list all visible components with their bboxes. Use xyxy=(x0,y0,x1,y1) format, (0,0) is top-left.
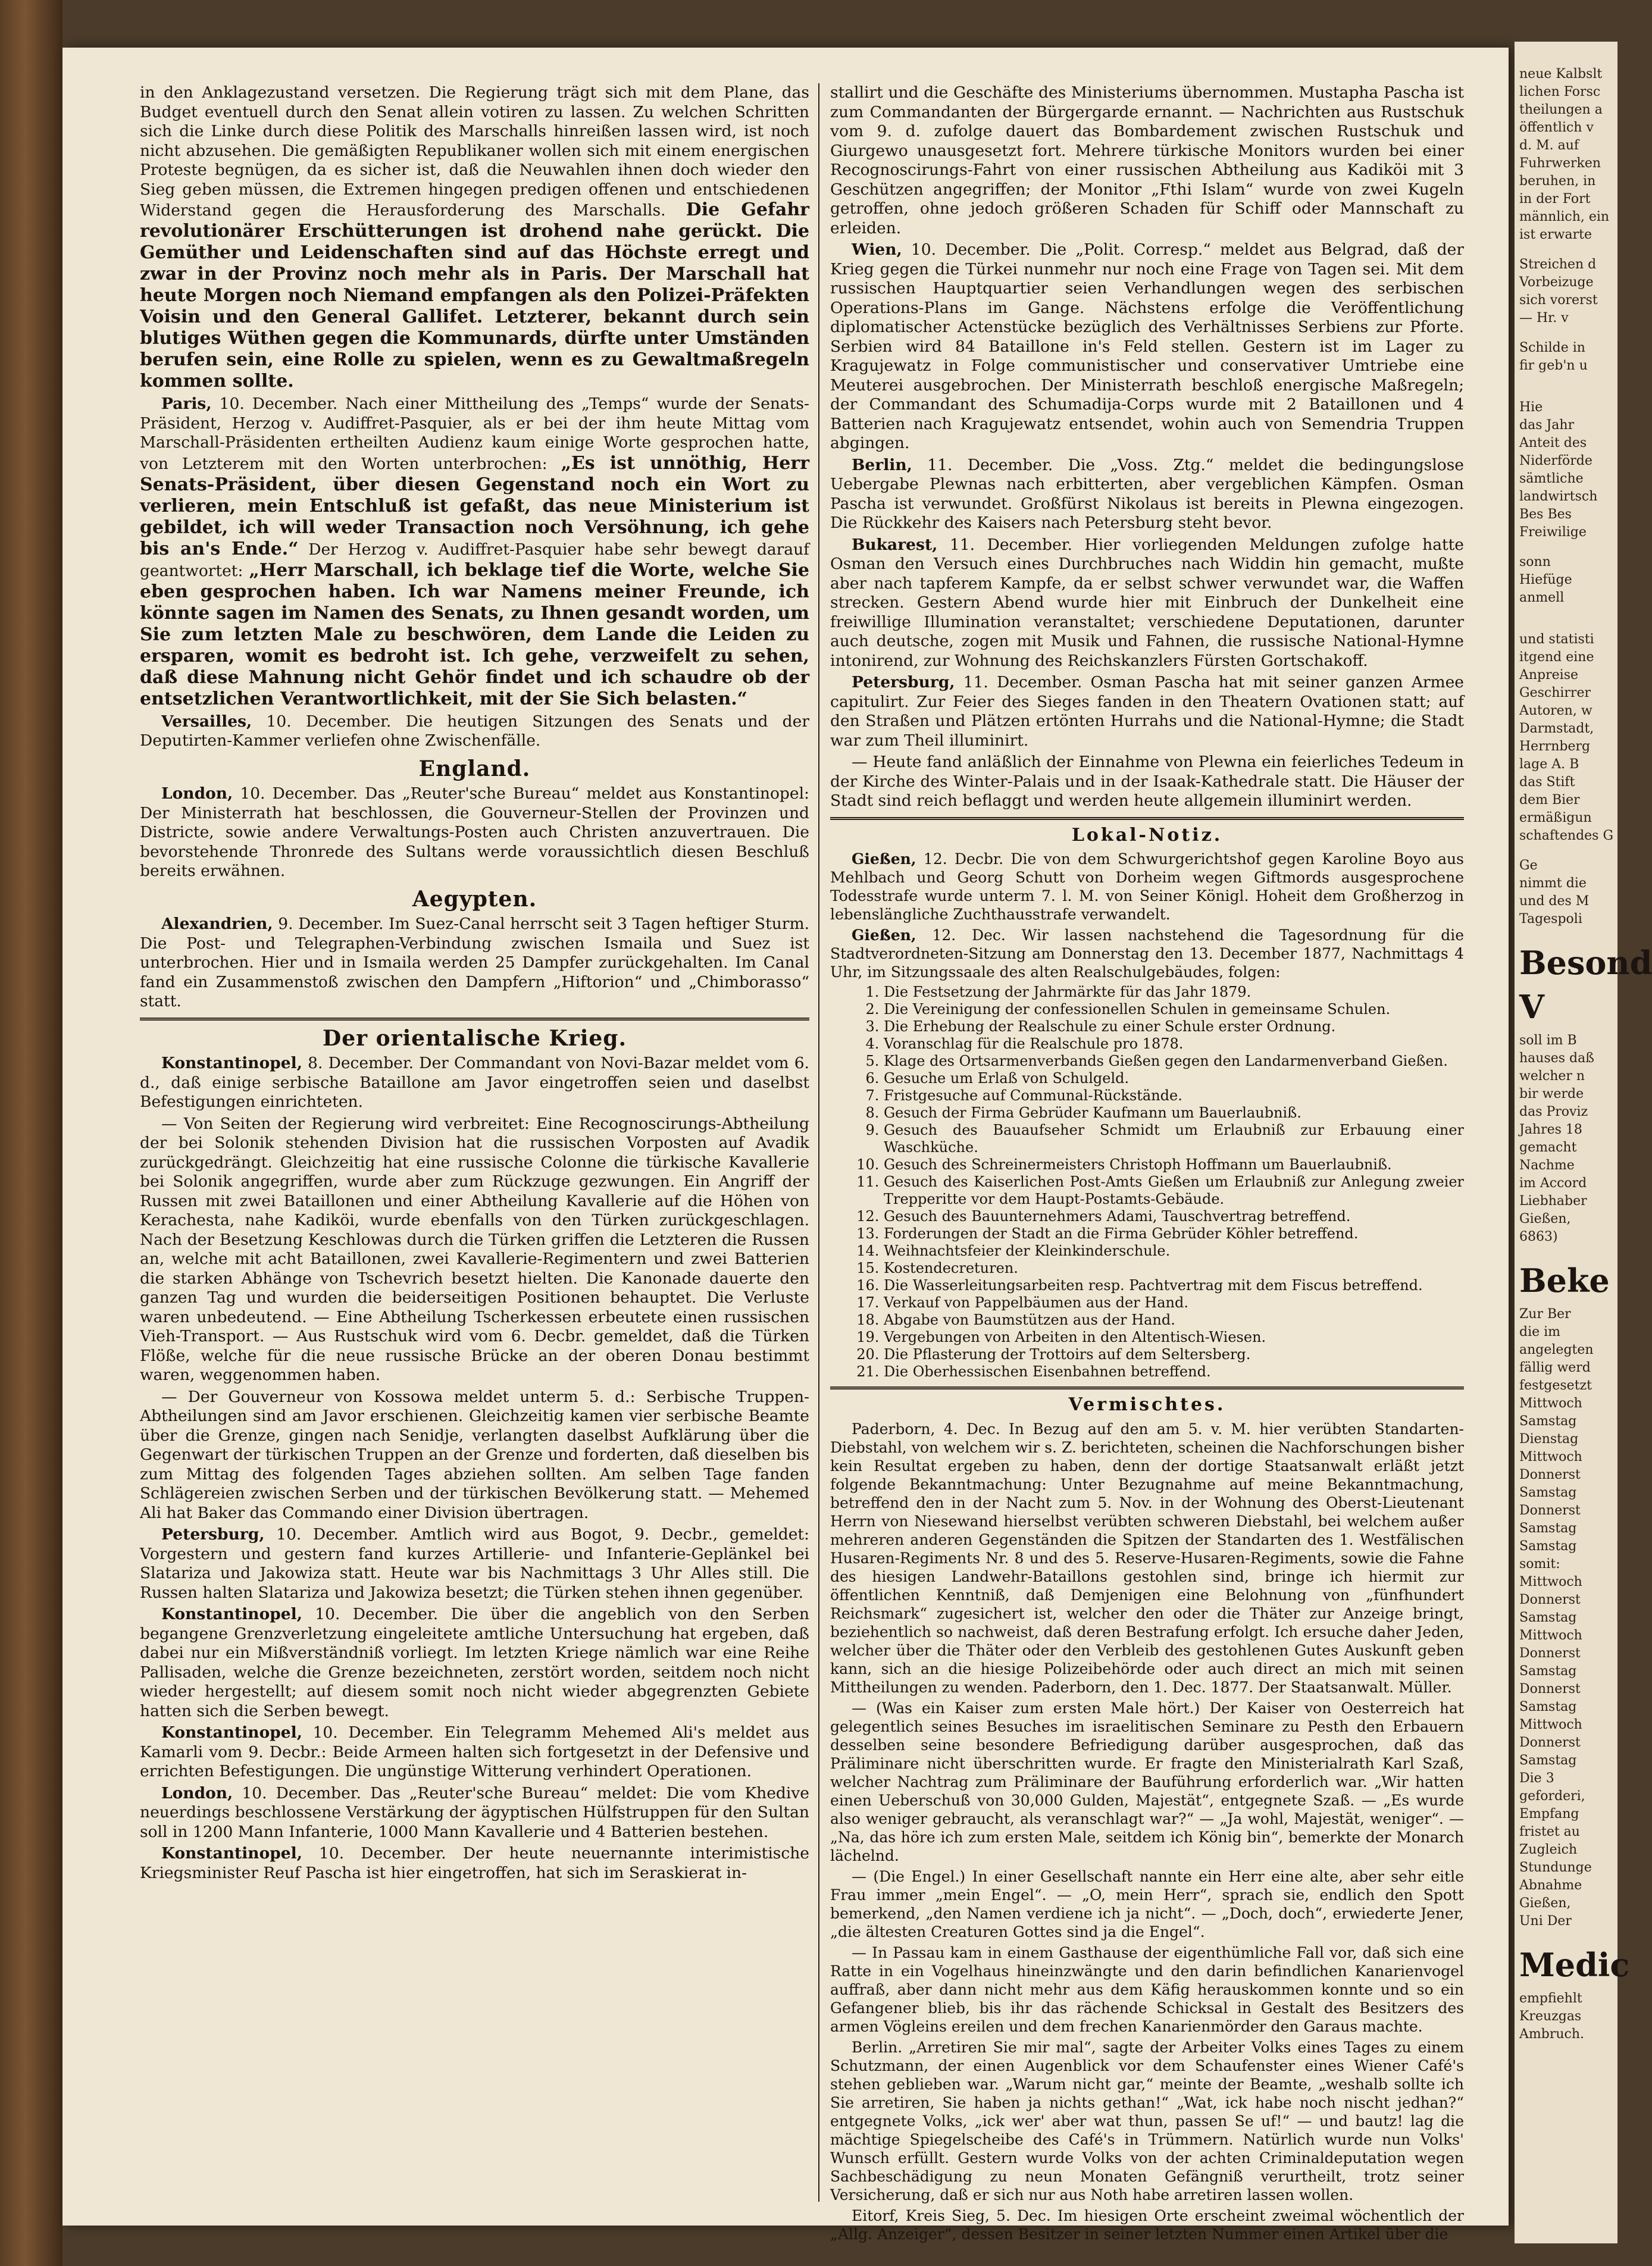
adjacent-text-line: Ambruch. xyxy=(1519,2027,1585,2042)
giessen-article: Gießen, 12. Dec. Wir lassen nachstehend die Tagesordnung für die Stadtverordneten-Sitzung am Donnerstag den 13. December 1877, Nachmittags 4 Uhr, im Sitzungssaale des alten Realschulgebäudes, folgen: xyxy=(830,927,1464,981)
article-paragraph: — Der Gouverneur von Kossowa meldet unterm 5. d.: Serbische Truppen-Abtheilungen sind am Javor erschienen. Gleichzeitig kamen vier serbische Beamte über die Grenze, gingen nach Senidje, verlangten daselbst Aufklärung über die Gegenwart der türkischen Truppen an der Grenze und forderten, daß dieselben bis zum Mittag des folgenden Tages abziehen sollten. Am selben Tage fanden Schlägereien zwischen Serben und der türkischen Bevölkerung statt. — Mehemed Ali hat Baker das Commando einer Division übertragen. xyxy=(140,1387,809,1522)
agenda-item: 10. Gesuch des Schreinermeisters Christoph Hoffmann um Bauerlaubniß. xyxy=(884,1156,1464,1173)
adjacent-text-line: Hiefüge xyxy=(1519,572,1572,587)
adjacent-text-line: fällig werd xyxy=(1519,1360,1591,1375)
agenda-item: 4. Voranschlag für die Realschule pro 1878. xyxy=(884,1035,1464,1053)
agenda-list xyxy=(830,984,1464,1381)
adjacent-text-line: sich vorerst xyxy=(1519,293,1598,308)
adjacent-text-line: Bes Bes xyxy=(1519,507,1572,522)
right-column xyxy=(830,83,1464,2246)
section-heading-lokal: Lokal-Notiz. xyxy=(1071,824,1223,846)
adjacent-text-line: empfiehlt xyxy=(1519,1991,1582,2006)
agenda-item: 13. Forderungen der Stadt an die Firma Gebrüder Köhler betreffend. xyxy=(884,1225,1464,1242)
adjacent-text-line: schaftendes G xyxy=(1519,828,1614,843)
adjacent-text-line: Streichen d xyxy=(1519,257,1597,272)
left-column xyxy=(140,83,809,1885)
adjacent-text-line: Donnerst xyxy=(1519,1682,1581,1697)
adjacent-text-line: Samstag xyxy=(1519,1700,1577,1714)
adjacent-text-line: fir geb'n u xyxy=(1519,358,1588,373)
adjacent-text-line: festgesetzt xyxy=(1519,1378,1592,1393)
adjacent-text-line: Samstag xyxy=(1519,1414,1577,1429)
adjacent-text-line: Mittwoch xyxy=(1519,1717,1582,1732)
alexandrien-article: Alexandrien, 9. December. Im Suez-Canal herrscht seit 3 Tagen heftiger Sturm. Die Post- und Telegraphen-Verbindung zwischen Ismaila und Suez ist unterbrochen. Hier und in Ismaila werden 25 Dampfer zurückgehalten. Im Canal fand ein Zusammenstoß zwischen den Dampfern „Hiftorion“ und „Chimborasso“ statt. xyxy=(140,915,810,1010)
adjacent-text-line: männlich, ein xyxy=(1519,209,1610,224)
konstantinopel-article: Konstantinopel, 10. December. Ein Telegramm Mehemed Ali's meldet aus Kamarli vom 9. Decbr.: Beide Armeen halten sich fortgesetzt in der Defensive und errichten Befestigungen. Die ungünstige Witterung verhindert Operationen. xyxy=(140,1723,809,1780)
agenda-item: 6. Gesuche um Erlaß von Schulgeld. xyxy=(884,1070,1464,1087)
paris-article: Paris, 10. December. Nach einer Mittheilung des „Temps“ wurde der Senats-Präsident, Herzog v. Audiffret-Pasquier, als er bei der ihm heute Mittag vom Marschall-Präsidenten ertheilten Audienz kaum einige Worte gesprochen hatte, von Letzterem mit den Worten unterbrochen: „Es ist unnöthig, Herr Senats-Präsident, über diesen Gegenstand noch ein Wort zu verlieren, mein Entschluß ist gefaßt, das neue Ministerium ist gebildet, ich will weder Transaction noch Versöhnung, ich gehe bis an's Ende.“ Der Herzog v. Audiffret-Pasquier habe sehr bewegt darauf geantwortet: „Herr Marschall, ich beklage tief die Worte, welche Sie eben gesprochen haben. Ich war Namens meiner Freunde, ich könnte sagen im Namen des Senats, zu Ihnen gesandt worden, um Sie zum letzten Male zu beschwören, dem Lande die Leiden zu ersparen, womit es bedroht ist. Ich gehe, verzweifelt zu sehen, daß diese Mahnung nicht Gehör findet und ich schaudre ob der entsetzlichen Verantwortlichkeit, mit der Sie Sich belasten.“ xyxy=(140,395,809,709)
adjacent-text-block xyxy=(1515,256,1617,327)
adjacent-heading: Beke xyxy=(1519,1262,1610,1300)
section-rule xyxy=(140,1018,809,1021)
adjacent-text-line: Stundunge xyxy=(1519,1860,1592,1875)
agenda-item: 3. Die Erhebung der Realschule zu einer Schule erster Ordnung. xyxy=(884,1018,1464,1035)
article-paragraph: — (Die Engel.) In einer Gesellschaft nannte ein Herr eine alte, aber sehr eitle Frau immer „mein Engel“. — „O, mein Herr“, sprach sie, endlich den Spott bemerkend, „den Namen verdiene ich ja nicht“. — „Doch, doch“, erwiederte Jener, „die ältesten Creaturen Gottes sind ja die Engel“. xyxy=(830,1867,1464,1941)
versailles-article: Versailles, 10. December. Die heutigen Sitzungen des Senats und der Deputirten-Kammer verliefen ohne Zwischenfälle. xyxy=(140,712,809,750)
konstantinopel-article: Konstantinopel, 10. December. Der heute neuernannte interimistische Kriegsminister Reuf Pascha ist hier eingetroffen, hat sich im Seraskierat in- xyxy=(140,1844,809,1882)
adjacent-text-line: Tagespoli xyxy=(1519,912,1582,927)
section-heading-krieg: Der orientalische Krieg. xyxy=(322,1025,627,1051)
adjacent-page-edge xyxy=(1515,42,1652,2243)
adjacent-text-line: das Jahr xyxy=(1519,418,1575,433)
adjacent-text-line: sämtliche xyxy=(1519,471,1584,486)
agenda-item: 14. Weihnachtsfeier der Kleinkinderschule. xyxy=(884,1242,1464,1260)
adjacent-text-line: Empfang xyxy=(1519,1807,1579,1821)
article-paragraph: — Heute fand anläßlich der Einnahme von Plewna ein feierliches Tedeum in der Kirche des Winter-Palais und in der Isaak-Kathedrale statt. Die Häuser der Stadt sind reich beflaggt und werden heute allgemein illuminirt werden. xyxy=(830,753,1464,810)
berlin-article: Berlin, 11. December. Die „Voss. Ztg.“ meldet die bedingungslose Uebergabe Plewnas nach erbitterten, aber vergeblichen Kämpfen. Osman Pascha ist verwundet. Großfürst Nikolaus ist bereits in Plewna eingezogen. Die Rückkehr des Kaisers nach Petersburg steht bevor. xyxy=(830,455,1464,532)
adjacent-text-line: d. M. auf xyxy=(1519,138,1579,153)
adjacent-text-line: die im xyxy=(1519,1325,1561,1339)
adjacent-text-line: Anteit des xyxy=(1519,436,1587,450)
adjacent-text-line: Samstag xyxy=(1519,1753,1577,1768)
adjacent-text-line: Uni Der xyxy=(1519,1914,1572,1929)
section-heading-aegypten: Aegypten. xyxy=(412,886,537,912)
article-paragraph: in den Anklagezustand versetzen. Die Regierung trägt sich mit dem Plane, das Budget eventuell durch den Senat allein votiren zu lassen. Zu welchen Schritten sich die Linke durch diese Politik des Marschalls hinreißen lassen wird, ist noch nicht abzusehen. Die gemäßigten Republikaner wollen sich mit einem energischen Proteste begnügen, da es sicher ist, daß die Neuwahlen ihnen doch wieder den Sieg geben müssen, die Extremen hingegen predigen offenen und entschiedenen Widerstand gegen die Herausforderung des Marschalls. Die Gefahr revolutionärer Erschütterungen ist drohend nahe gerückt. Die Gemüther und Leidenschaften sind auf das Höchste erregt und zwar in der Provinz noch mehr als in Paris. Der Marschall hat heute Morgen noch Niemand empfangen als den Polizei-Präfekten Voisin und den General Gallifet. Letzterer, bekannt durch sein blutiges Wüthen gegen die Kommunards, dürfte unter Umständen berufen sein, eine Rolle zu spielen, wenn es zu Gewaltmaßregeln kommen sollte. xyxy=(140,83,809,392)
adjacent-text-line: in der Fort xyxy=(1519,192,1591,206)
adjacent-text-line: Zur Ber xyxy=(1519,1307,1571,1322)
article-paragraph: Paderborn, 4. Dec. In Bezug auf den am 5. v. M. hier verübten Standarten-Diebstahl, von welchem wir s. Z. berichteten, scheinen die Nachforschungen bisher kein Resultat ergeben zu haben, denn der dortige Staatsanwalt erläßt jetzt folgende Bekanntmachung: Unter Bezugnahme auf meine Bekanntmachung, betreffend den in der Nacht zum 5. Nov. in der Wohnung des Oberst-Lieutenant Herrn von Niesewand hierselbst verübten schweren Diebstahl, bei welchem außer mehreren anderen Gegenständen die Spitzen der Standarten des 1. Westfälischen Husaren-Regiments Nr. 8 und des 5. Reserve-Husaren-Regiments, sowie die Fahne des hiesigen Landwehr-Bataillons gestohlen sind, bringe ich hiermit zur öffentlichen Kenntniß, daß Demjenigen eine Belohnung von „fünfhundert Reichsmark“ zugesichert ist, welcher den oder die Thäter zur Anzeige bringt, beziehentlich so nachweist, daß deren Bestrafung erfolgt. Ich ersuche daher Jeden, welcher über die Thäter oder den Verbleib des gestohlenen Gutes Auskunft geben kann, sich an die hiesige Polizeibehörde oder auch direct an mich mit seinen Mittheilungen zu wenden. Paderborn, den 1. Dec. 1877. Der Staatsanwalt. Müller. xyxy=(830,1420,1464,1696)
adjacent-heading: Besond xyxy=(1519,944,1652,982)
adjacent-text-line: Mittwoch xyxy=(1519,1628,1582,1643)
adjacent-text-line: — Hr. v xyxy=(1519,311,1569,325)
adjacent-text-line: Donnerst xyxy=(1519,1592,1581,1607)
adjacent-text-line: Mittwoch xyxy=(1519,1396,1582,1411)
agenda-item: 2. Die Vereinigung der confessionellen Schulen in gemeinsame Schulen. xyxy=(884,1001,1464,1018)
adjacent-text-line: Samstag xyxy=(1519,1539,1577,1554)
adjacent-text-line: Donnerst xyxy=(1519,1735,1581,1750)
giessen-article: Gießen, 12. Decbr. Die von dem Schwurgerichtshof gegen Karoline Boyo aus Mehlbach und Georg Schutt von Dorheim wegen Giftmords ausgesprochene Todesstrafe wurde unterm 7. l. M. von Seiner Königl. Hoheit dem Großherzog in lebenslängliche Zuchthausstrafe verwandelt. xyxy=(830,850,1464,923)
konstantinopel-article: Konstantinopel, 10. December. Die über die angeblich von den Serben begangene Grenzverletzung eingeleitete amtliche Untersuchung hat ergeben, daß dabei nur ein Mißverständniß vorliegt. Im letzten Kriege nämlich war eine Reihe Pallisaden, welche die Grenze bezeichneten, zerstört worden, seitdem noch nicht wieder hergestellt; auf diesem somit noch nicht wieder abgegrenzten Gebiete hatten sich die Serben bewegt. xyxy=(140,1605,809,1720)
agenda-item: 18. Abgabe von Baumstützen aus der Hand. xyxy=(884,1312,1464,1329)
agenda-item: 12. Gesuch des Bauunternehmers Adami, Tauschvertrag betreffend. xyxy=(884,1208,1464,1225)
agenda-item: 17. Verkauf von Pappelbäumen aus der Hand. xyxy=(884,1294,1464,1312)
wien-article: Wien, 10. December. Die „Polit. Corresp.“ meldet aus Belgrad, daß der Krieg gegen die Türkei nunmehr nur noch eine Frage von Tagen sei. Mit dem russischen Hauptquartier seien Verhandlungen wegen des serbischen Operations-Plans im Gange. Nächstens erfolge die Veröffentlichung diplomatischer Actenstücke bezüglich des Verhältnisses Serbiens zur Pforte. Serbien wird 84 Bataillone in's Feld stellen. Gestern ist im Lager zu Kragujewatz in Folge communistischer und conservativer Umtriebe eine Meuterei ausgebrochen. Der Ministerrath beschloß energische Maßregeln; der Commandant des Schumadija-Corps wurde mit 2 Bataillonen und 4 Batterien nach Kragujewatz entsendet, wohin auch von Semendria Truppen abgingen. xyxy=(830,240,1464,452)
adjacent-text-line: lage A. B xyxy=(1519,757,1579,772)
adjacent-text-line: Abnahme xyxy=(1519,1878,1582,1893)
adjacent-text-line: Donnerst xyxy=(1519,1646,1581,1661)
agenda-item: 19. Vergebungen von Arbeiten in den Altentisch-Wiesen. xyxy=(884,1329,1464,1346)
adjacent-text-line: und statisti xyxy=(1519,632,1594,647)
adjacent-text-line: ist erwarte xyxy=(1519,227,1592,242)
adjacent-text-line: theilungen a xyxy=(1519,102,1603,117)
section-heading-england: England. xyxy=(418,756,531,781)
agenda-item: 1. Die Festsetzung der Jahrmärkte für das Jahr 1879. xyxy=(884,984,1464,1001)
adjacent-text-line: Samstag xyxy=(1519,1610,1577,1625)
adjacent-text-line: beruhen, in xyxy=(1519,174,1596,189)
agenda-item: 21. Die Oberhessischen Eisenbahnen betreffend. xyxy=(884,1363,1464,1381)
adjacent-text-line: Schilde in xyxy=(1519,340,1585,355)
article-paragraph: — (Was ein Kaiser zum ersten Male hört.) Der Kaiser von Oesterreich hat gelegentlich seines Besuches im israelitischen Seminare zu Pesth den Erbauern desselben seine besondere Befriedigung darüber ausgesprochen, daß das Präliminare nicht überschritten wurde. Er fragte den Ministerialrath Karl Szaß, welcher Nachtrag zum Präliminare der Bauführung erforderlich war. „Wir hatten einen Ueberschuß von 30,000 Gulden, Majestät“, entgegnete Szaß. — „Es wurde also weniger gebraucht, als veranschlagt war?“ — „Ja wohl, Majestät, weniger“. — „Na, das höre ich zum ersten Male, seitdem ich König bin“, bemerkte der Monarch lächelnd. xyxy=(830,1699,1464,1864)
section-rule xyxy=(830,1386,1464,1389)
adjacent-text-line: Liebhaber xyxy=(1519,1194,1587,1209)
bukarest-article: Bukarest, 11. December. Hier vorliegenden Meldungen zufolge hatte Osman den Versuch eines Durchbruches nach Widdin hin gemacht, mußte aber nach tapferem Kampfe, da er selbst schwer verwundet war, die Waffen strecken. Gestern Abend wurde hier mit Einbruch der Dunkelheit eine freiwillige Illumination veranstaltet; verschiedene Deputationen, darunter auch deutsche, zogen mit Musik und Fahnen, die russische National-Hymne intonirend, zur Wohnung des Reichskanzlers Fürsten Gortschakoff. xyxy=(830,535,1464,670)
adjacent-text-line: Vorbeizuge xyxy=(1519,275,1594,290)
adjacent-text-line: Freiwilige xyxy=(1519,525,1587,540)
agenda-item: 8. Gesuch der Firma Gebrüder Kaufmann um Bauerlaubniß. xyxy=(884,1104,1464,1122)
agenda-item: 15. Kostendecreturen. xyxy=(884,1260,1464,1277)
adjacent-text-line: Mittwoch xyxy=(1519,1575,1582,1589)
article-paragraph: Berlin. „Arretiren Sie mir mal“, sagte der Arbeiter Volks eines Tages zu einem Schutzmann, der einen Augenblick vor dem Schaufenster eines Wiener Café's stehen geblieben war. „Warum nicht gar,“ meinte der Beamte, „weshalb sollte ich Sie arretiren, Sie haben ja nichts gethan!“ „Wat, ick habe noch nischt jedhan?“ entgegnete Volks, „ick wer' aber wat thun, passen Se uf!“ — und bautz! lag die mächtige Spiegelscheibe des Café's in Trümmern. Natürlich wurde nun Volks' Wunsch erfüllt. Gestern wurde Volks von der achten Criminaldeputation wegen Sachbeschädigung zu neun Monaten Gefängniß verurtheilt, trotz seiner Versicherung, daß er sich nur aus Noth habe arretiren lassen wollen. xyxy=(830,2038,1464,2204)
adjacent-text-line: im Accord xyxy=(1519,1176,1587,1191)
adjacent-text-line: itgend eine xyxy=(1519,650,1594,665)
adjacent-text-line: somit: xyxy=(1519,1557,1560,1572)
article-paragraph: — Von Seiten der Regierung wird verbreitet: Eine Recognoscirungs-Abtheilung der bei Solonik stehenden Division hat die russischen Vorposten auf Avadik zurückgedrängt. Gleichzeitig hat eine russische Colonne die türkische Kavallerie bei Solonik angegriffen, wurde aber zum Rückzuge gezwungen. Ein Angriff der Russen mit zwei Bataillonen und einer Abtheilung Kavallerie auf die Höhen von Kerachesta, nahe Kadiköi, wurde ebenfalls von den Türken zurückgeschlagen. Nach der Besetzung Keschlowas durch die Türken griffen die Letzteren die Russen an, welche mit acht Bataillonen, zwei Kavallerie-Regimentern und zwei Batterien die starken Abhänge von Tschevrich besetzt hielten. Die Kanonade dauerte den ganzen Tag und wurden die beiderseitigen Positionen behauptet. Die Verluste waren unbedeutend. — Eine Abtheilung Tscherkessen erbeutete einen russischen Vieh-Transport. — Aus Rustschuk wird vom 6. Decbr. gemeldet, daß die Türken Flöße, welche für die neue russische Brücke an der oberen Donau bestimmt waren, weggenommen haben. xyxy=(140,1114,809,1384)
adjacent-text-line: dem Bier xyxy=(1519,793,1580,808)
column-divider xyxy=(818,83,819,2202)
section-rule xyxy=(830,817,1464,820)
adjacent-text-line: das Stift xyxy=(1519,775,1575,790)
adjacent-text-line: Darmstadt, xyxy=(1519,721,1594,736)
adjacent-text-line: soll im B xyxy=(1519,1033,1577,1048)
adjacent-text-block xyxy=(1515,65,1617,244)
agenda-item: 20. Die Pflasterung der Trottoirs auf dem Seltersberg. xyxy=(884,1346,1464,1363)
adjacent-text-block xyxy=(1515,399,1617,542)
book-spine xyxy=(0,0,62,2266)
newspaper-page xyxy=(62,48,1509,2243)
adjacent-text-line: geforderi, xyxy=(1519,1789,1585,1804)
adjacent-text-block xyxy=(1515,1306,1617,1930)
adjacent-text-line: Samstag xyxy=(1519,1664,1577,1679)
adjacent-text-line: angelegten xyxy=(1519,1342,1594,1357)
article-paragraph: Eitorf, Kreis Sieg, 5. Dec. Im hiesigen Orte erscheint zweimal wöchentlich der „Allg. Anzeiger“, dessen Besitzer in seiner letzten Nummer einen Artikel über die xyxy=(830,2206,1464,2243)
adjacent-text-line: hauses daß xyxy=(1519,1051,1594,1066)
adjacent-text-line: Geschirrer xyxy=(1519,686,1591,700)
adjacent-text-line: Dienstag xyxy=(1519,1432,1579,1447)
adjacent-text-line: das Proviz xyxy=(1519,1104,1588,1119)
adjacent-text-line: neue Kalbslt xyxy=(1519,67,1603,82)
agenda-item: 11. Gesuch des Kaiserlichen Post-Amts Gießen um Erlaubniß zur Anlegung zweier Trepperitte vor dem Haupt-Postamts-Gebäude. xyxy=(884,1173,1464,1208)
adjacent-text-line: Gießen, xyxy=(1519,1212,1571,1226)
section-heading-vermischtes: Vermischtes. xyxy=(1068,1394,1226,1415)
adjacent-text-block xyxy=(1515,339,1617,375)
adjacent-text-line: Autoren, w xyxy=(1519,703,1592,718)
adjacent-text-block xyxy=(1515,631,1617,845)
adjacent-text-line: Donnerst xyxy=(1519,1503,1581,1518)
adjacent-text-line: Mittwoch xyxy=(1519,1450,1582,1464)
adjacent-text-line: landwirtsch xyxy=(1519,489,1598,504)
adjacent-text-line: Donnerst xyxy=(1519,1467,1581,1482)
adjacent-text-block xyxy=(1515,1990,1617,2043)
article-paragraph: stallirt und die Geschäfte des Ministeriums übernommen. Mustapha Pascha ist zum Commandanten der Bürgergarde ernannt. — Nachrichten aus Rustschuk vom 9. d. zufolge dauert das Bombardement zwischen Rustschuk und Giurgewo unausgesetzt fort. Mehrere türkische Monitors wurden bei einer Recognoscirungs-Fahrt von einer russischen Abtheilung aus Kadiköi mit 3 Geschützen angegriffen; der Monitor „Fthi Islam“ wurde von zwei Kugeln getroffen, ohne jedoch größeren Schaden für Schiff oder Mannschaft zu erleiden. xyxy=(830,83,1464,237)
adjacent-text-line: Niderförde xyxy=(1519,453,1592,468)
adjacent-text-block xyxy=(1515,1032,1617,1246)
adjacent-text-line: nimmt die xyxy=(1519,876,1587,891)
adjacent-text-line: Samstag xyxy=(1519,1485,1577,1500)
adjacent-text-line: gemacht xyxy=(1519,1140,1577,1155)
agenda-item: 16. Die Wasserleitungsarbeiten resp. Pachtvertrag mit dem Fiscus betreffend. xyxy=(884,1277,1464,1294)
adjacent-text-line: anmell xyxy=(1519,590,1565,605)
adjacent-text-line: Hie xyxy=(1519,400,1543,415)
adjacent-text-line: Anpreise xyxy=(1519,668,1579,683)
agenda-item: 5. Klage des Ortsarmenverbands Gießen gegen den Landarmenverband Gießen. xyxy=(884,1053,1464,1070)
adjacent-text-line: Gießen, xyxy=(1519,1896,1571,1911)
adjacent-text-line: Jahres 18 xyxy=(1519,1122,1582,1137)
petersburg-article: Petersburg, 11. December. Osman Pascha hat mit seiner ganzen Armee capitulirt. Zur Feier des Sieges fanden in den Theatern Ovationen statt; auf den Straßen und Plätzen ertönten Hurrahs und die National-Hymne; die Stadt war zum Theil illuminirt. xyxy=(830,673,1464,750)
adjacent-text-line: Nachme xyxy=(1519,1158,1575,1173)
adjacent-text-block xyxy=(1515,857,1617,928)
adjacent-text-line: Samstag xyxy=(1519,1521,1577,1536)
london-article: London, 10. December. Das „Reuter'sche Bureau“ meldet aus Konstantinopel: Der Ministerrath hat beschlossen, die Gouverneur-Stellen der Provinzen und Districte, sowie andere Verwaltungs-Posten auch Christen anzuvertrauen. Die bevorstehende Thronrede des Sultans werde voraussichtlich diesen Beschluß bereits erwähnen. xyxy=(140,784,809,880)
konstantinopel-article: Konstantinopel, 8. December. Der Commandant von Novi-Bazar meldet vom 6. d., daß einige serbische Bataillone am Javor eingetroffen seien und daselbst Befestigungen einrichteten. xyxy=(140,1054,809,1111)
agenda-item: 7. Fristgesuche auf Communal-Rückstände. xyxy=(884,1087,1464,1104)
adjacent-text-line: öffentlich v xyxy=(1519,120,1594,135)
adjacent-text-line: Fuhrwerken xyxy=(1519,156,1601,171)
adjacent-text-line: Kreuzgas xyxy=(1519,2009,1582,2024)
adjacent-text-line: ermäßigun xyxy=(1519,810,1592,825)
adjacent-text-line: welcher n xyxy=(1519,1069,1585,1084)
adjacent-heading: V xyxy=(1519,988,1544,1026)
adjacent-text-line: Ge xyxy=(1519,858,1538,873)
agenda-item: 9. Gesuch des Bauaufseher Schmidt um Erlaubniß zur Erbauung einer Waschküche. xyxy=(884,1122,1464,1156)
adjacent-text-line: fristet au xyxy=(1519,1824,1580,1839)
adjacent-text-line: Zugleich xyxy=(1519,1842,1578,1857)
adjacent-text-line: lichen Forsc xyxy=(1519,84,1601,99)
petersburg-article: Petersburg, 10. December. Amtlich wird aus Bogot, 9. Decbr., gemeldet: Vorgestern und gestern fand kurzes Artillerie- und Infanterie-Geplänkel bei Slatariza und Jakowiza statt. Heute war bis Nachmittags 3 Uhr Alles still. Die Russen halten Slatariza und Jakowiza besetzt; die Türken stehen ihnen gegenüber. xyxy=(140,1525,809,1602)
london-article: London, 10. December. Das „Reuter'sche Bureau“ meldet: Die vom Khedive neuerdings beschlossene Verstärkung der ägyptischen Hülfstruppen für den Sultan soll in 1200 Mann Infanterie, 1000 Mann Kavallerie und 4 Batterien bestehen. xyxy=(140,1783,809,1841)
adjacent-text-line: sonn xyxy=(1519,555,1551,569)
adjacent-text-line: 6863) xyxy=(1519,1229,1558,1244)
adjacent-text-block xyxy=(1515,553,1617,607)
adjacent-text-line: Die 3 xyxy=(1519,1771,1554,1786)
article-paragraph: — In Passau kam in einem Gasthause der eigenthümliche Fall vor, daß sich eine Ratte in ein Vogelhaus hineinzwängte und den darin befindlichen Kanarienvogel auffraß, aber dann nicht mehr aus dem Käfig herauskommen konnte und so ein Gefangener blieb, bis ihr das rächende Schicksal in Gestalt des Besitzers des armen Vögleins ereilen und dem frechen Kanarienmörder den Garaus machte. xyxy=(830,1943,1464,2035)
adjacent-heading: Medic xyxy=(1519,1946,1630,1984)
adjacent-text-line: und des M xyxy=(1519,894,1590,909)
adjacent-text-line: bir werde xyxy=(1519,1087,1584,1101)
adjacent-text-line: Herrnberg xyxy=(1519,739,1591,754)
